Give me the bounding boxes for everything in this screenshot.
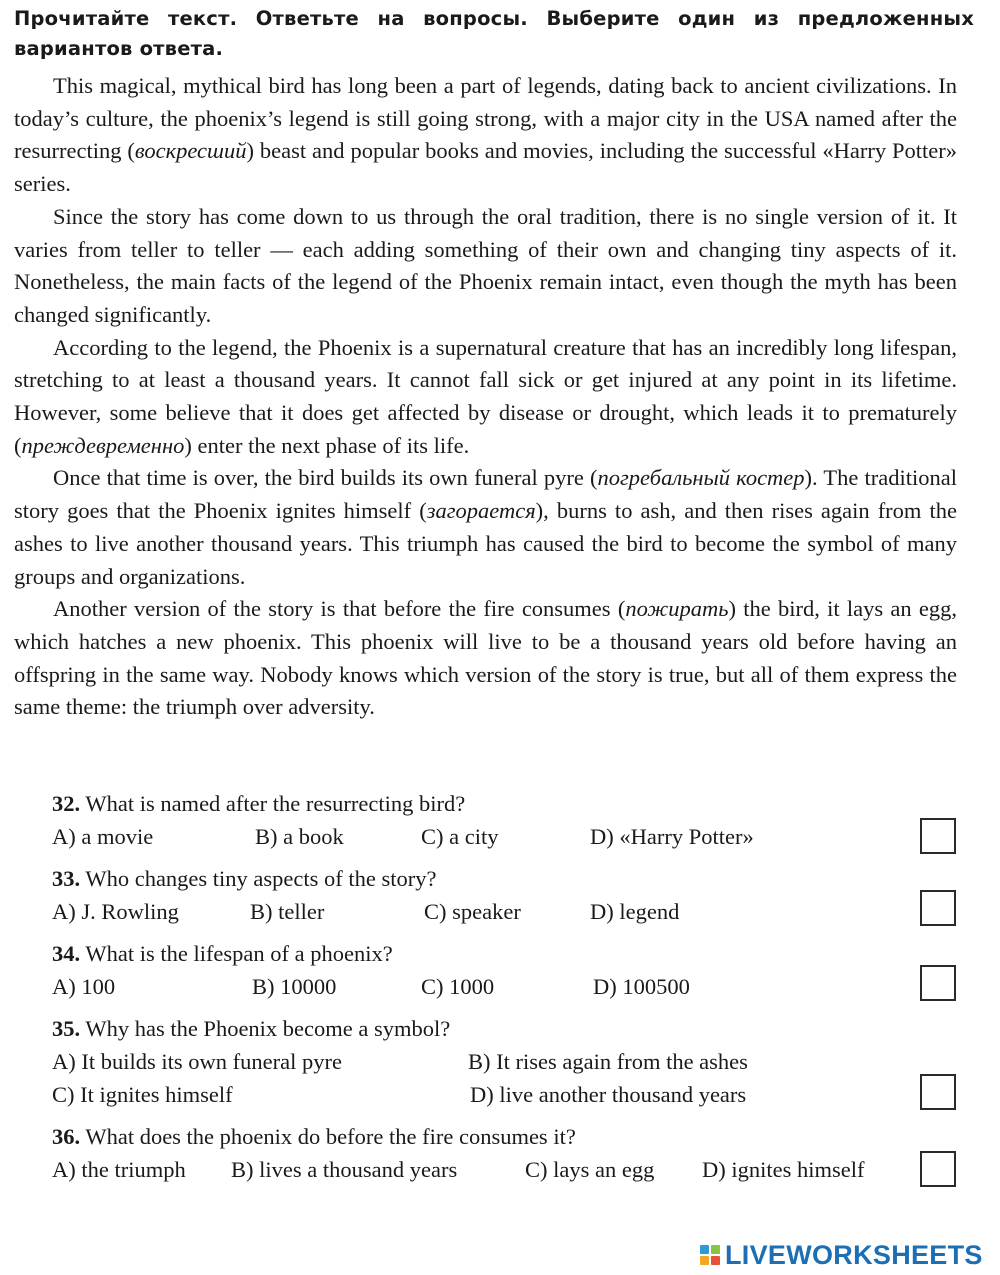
option-35-c: C) It ignites himself (52, 1082, 233, 1107)
logo-text: LIVEWORKSHEETS (725, 1239, 983, 1270)
option-33-a: A) J. Rowling (52, 899, 179, 924)
option-33-c: C) speaker (424, 899, 521, 924)
option-36-b: B) lives a thousand years (231, 1157, 458, 1182)
translation-gloss: преждевременно (21, 432, 185, 458)
answer-box-32[interactable] (920, 818, 956, 854)
reading-passage (14, 70, 957, 724)
question-number: 36. (52, 1124, 81, 1149)
logo-square-icon (711, 1256, 720, 1265)
liveworksheets-logo-icon (700, 1245, 720, 1265)
option-34-c: C) 1000 (421, 974, 495, 999)
option-34-d: D) 100500 (593, 974, 690, 999)
option-35-d: D) live another thousand years (470, 1082, 747, 1107)
question-number: 35. (52, 1016, 81, 1041)
option-33-d: D) legend (590, 899, 680, 924)
answer-box-36[interactable] (920, 1151, 956, 1187)
passage-paragraph-3: According to the legend, the Phoenix is a supernatural creature that has an incredibly long lifespan, stretching to at least a thousand years. It cannot fall sick or get injured at any point in its lifetime. However, some believe that it does get affected by disease or drought, which leads it to prematurely (преждевременно) enter the next phase of its life. (14, 334, 957, 458)
question-text: Who changes tiny aspects of the story? (85, 866, 437, 891)
option-35-b: B) It rises again from the ashes (468, 1049, 748, 1074)
option-32-d: D) «Harry Potter» (590, 824, 754, 849)
answer-box-35[interactable] (920, 1074, 956, 1110)
question-32 (52, 791, 465, 817)
question-text: Why has the Phoenix become a symbol? (85, 1016, 451, 1041)
question-35 (52, 1016, 450, 1042)
option-32-c: C) a city (421, 824, 499, 849)
question-text: What is the lifespan of a phoenix? (85, 941, 393, 966)
answer-box-33[interactable] (920, 890, 956, 926)
translation-gloss: погребальный костер (597, 465, 805, 491)
option-36-a: A) the triumph (52, 1157, 186, 1182)
answer-box-34[interactable] (920, 965, 956, 1001)
logo-square-icon (700, 1256, 709, 1265)
option-33-b: B) teller (250, 899, 325, 924)
translation-gloss: загорается (426, 498, 536, 524)
passage-paragraph-5: Another version of the story is that before the fire consumes (пожирать) the bird, it lays an egg, which hatches a new phoenix. This phoenix will live to be a thousand years old before having an offspring in the same way. Nobody knows which version of the story is true, but all of them express the same theme: the triumph over adversity. (14, 596, 958, 720)
question-text: What is named after the resurrecting bird? (85, 791, 466, 816)
logo-square-icon (700, 1245, 709, 1254)
liveworksheets-logo (700, 1240, 983, 1270)
option-32-a: A) a movie (52, 824, 154, 849)
question-36 (52, 1124, 576, 1150)
instruction-heading: Прочитайте текст. Ответьте на вопросы. Выберите один из предложенных вариантов ответа. (14, 7, 974, 60)
question-number: 34. (52, 941, 81, 966)
question-number: 33. (52, 866, 81, 891)
option-35-a: A) It builds its own funeral pyre (52, 1049, 342, 1074)
question-number: 32. (52, 791, 81, 816)
question-text: What does the phoenix do before the fire consumes it? (85, 1124, 576, 1149)
question-34 (52, 941, 393, 967)
translation-gloss: воскресший (134, 138, 247, 164)
translation-gloss: пожирать (625, 596, 729, 622)
logo-square-icon (711, 1245, 720, 1254)
option-36-c: C) lays an egg (525, 1157, 655, 1182)
option-34-b: B) 10000 (252, 974, 337, 999)
passage-paragraph-4: Once that time is over, the bird builds its own funeral pyre (погребальный костер). The traditional story goes that the Phoenix ignites himself (загорается), burns to ash, and then rises again from the ashes to live another thousand years. This triumph has caused the bird to become the symbol of many groups and organizations. (14, 465, 957, 589)
option-36-d: D) ignites himself (702, 1157, 865, 1182)
passage-paragraph-1: This magical, mythical bird has long been a part of legends, dating back to ancient civilizations. In today’s culture, the phoenix’s legend is still going strong, with a major city in the USA named after the resurrecting (воскресший) beast and popular books and movies, including the successful «Harry Potter» series. (14, 73, 957, 197)
option-34-a: A) 100 (52, 974, 116, 999)
passage-paragraph-2: Since the story has come down to us through the oral tradition, there is no single version of it. It varies from teller to teller — each adding something of their own and changing tiny aspects of it. Nonetheless, the main facts of the legend of the Phoenix remain intact, even though the myth has been changed significantly. (14, 203, 957, 327)
question-33 (52, 866, 437, 892)
option-32-b: B) a book (255, 824, 344, 849)
